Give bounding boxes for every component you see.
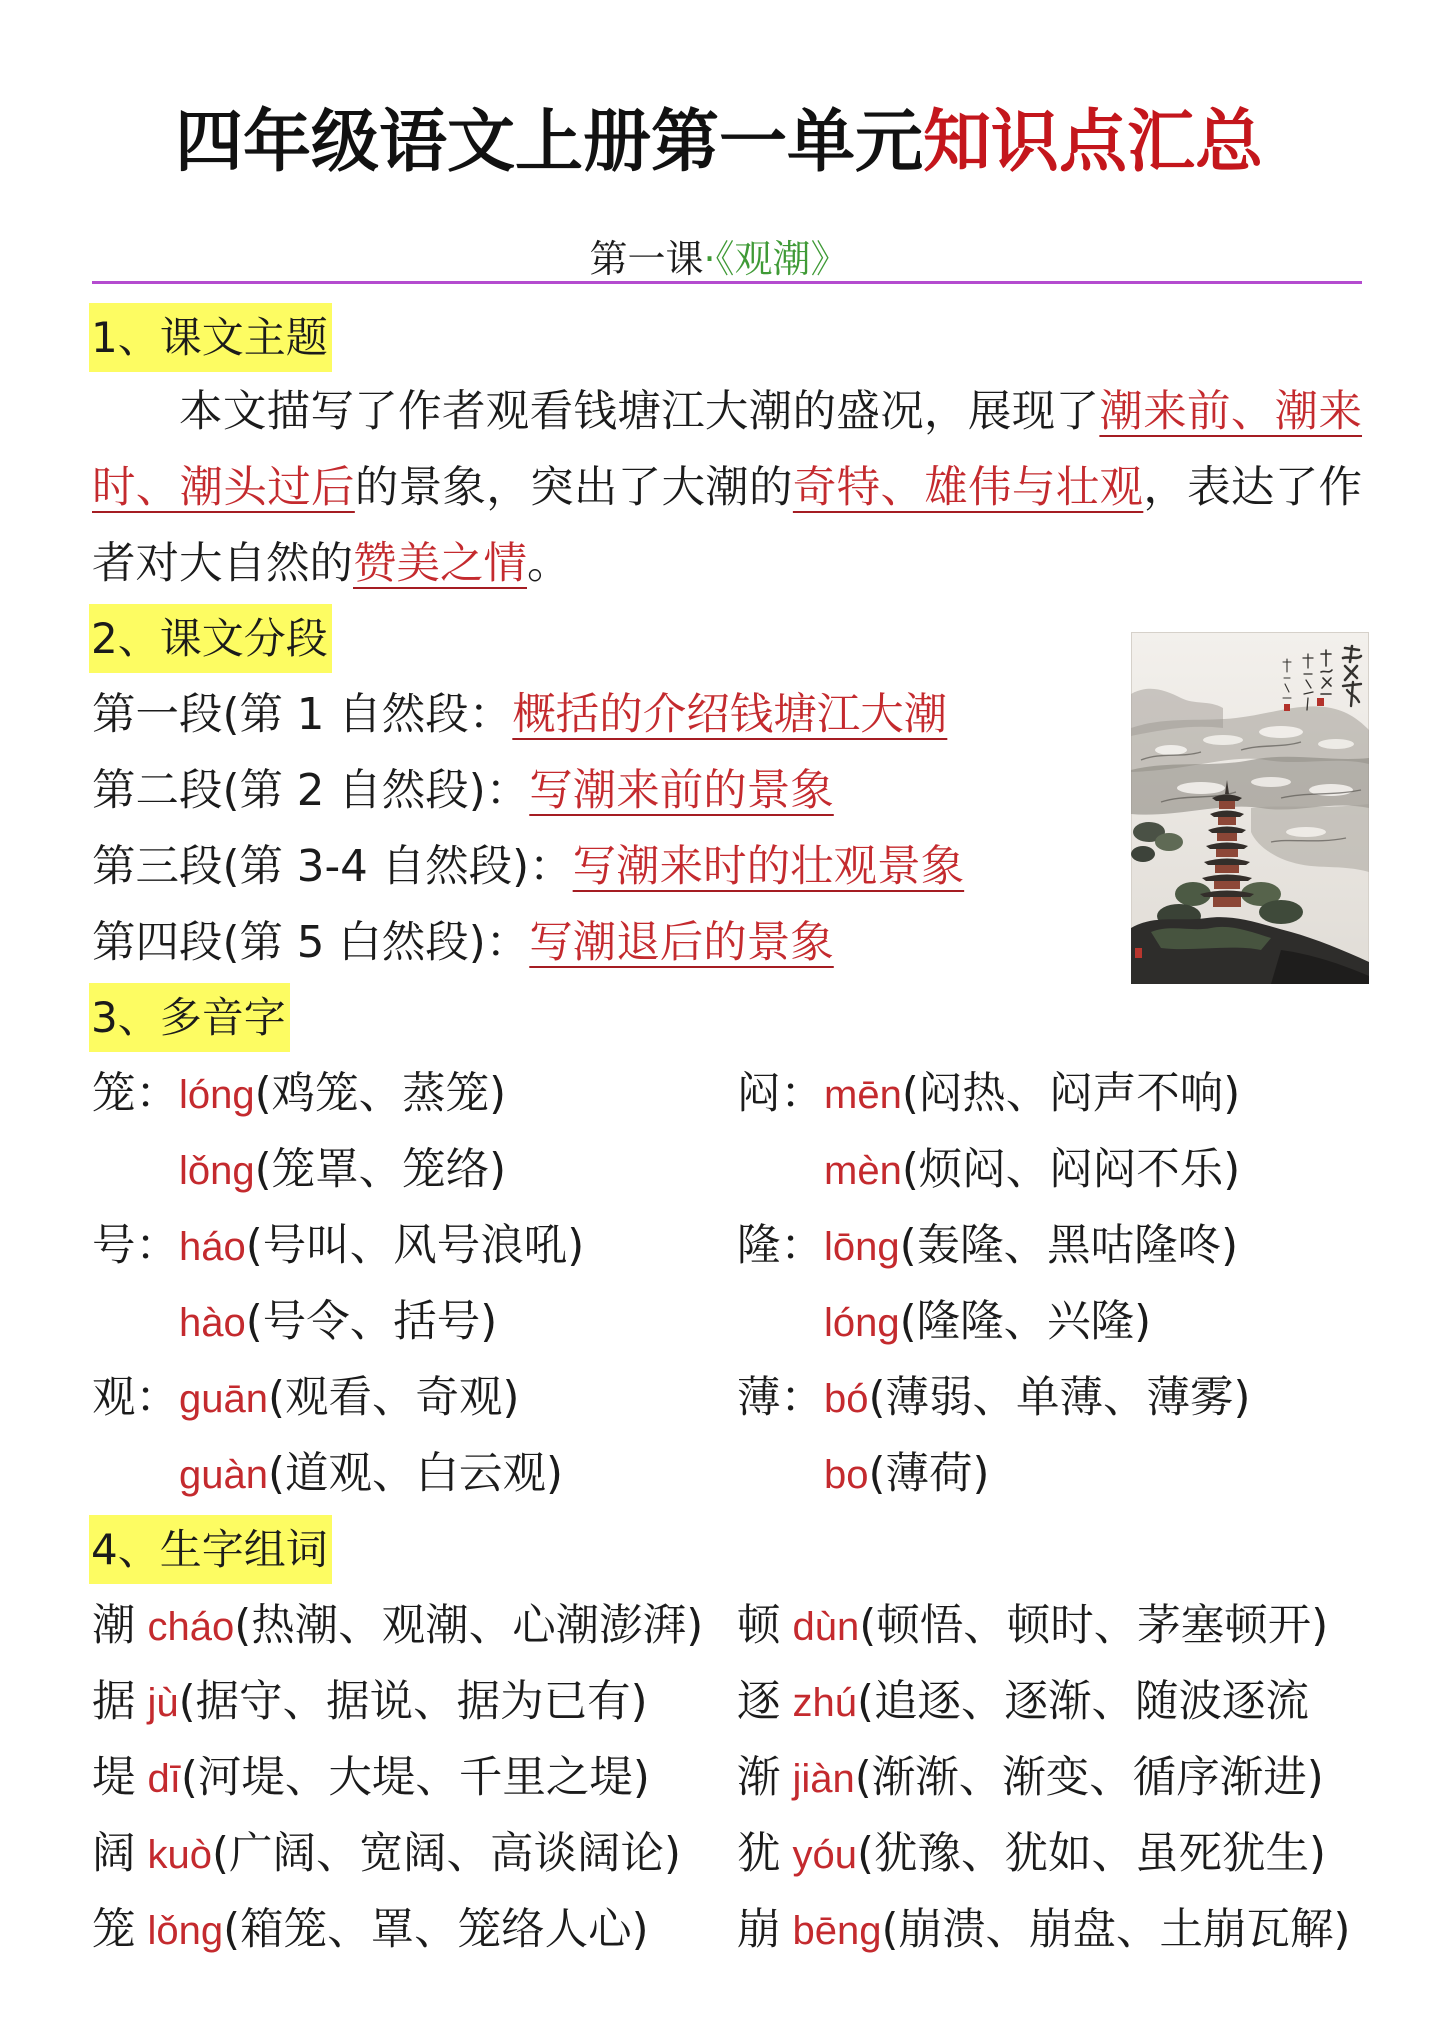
pinyin: mèn <box>824 1149 902 1193</box>
pinyin: zhú <box>792 1681 857 1725</box>
theme-keyphrase: 赞美之情 <box>353 539 527 589</box>
section-heading-theme: 1、课文主题 <box>89 303 332 372</box>
pinyin: lōng <box>824 1225 900 1269</box>
theme-text: 。 <box>527 539 571 589</box>
section-heading-outline: 2、课文分段 <box>89 604 332 673</box>
vocab-row <box>92 1664 703 1740</box>
vocab-char: 崩 <box>737 1905 781 1955</box>
outline-summary: 写潮来前的景象 <box>529 766 834 816</box>
pinyin: hào <box>179 1301 246 1345</box>
theme-paragraph <box>92 374 1362 602</box>
pinyin: mēn <box>824 1073 902 1117</box>
pinyin: cháo <box>147 1605 235 1649</box>
pinyin: bó <box>824 1377 869 1421</box>
vocab-row <box>92 1588 703 1664</box>
vocab-char: 逐 <box>737 1677 781 1727</box>
pinyin: jiàn <box>792 1757 855 1801</box>
example-words: (烦闷、闷闷不乐) <box>901 1145 1241 1195</box>
vocab-char: 渐 <box>737 1753 781 1803</box>
example-words: (顿悟、顿时、茅塞顿开) <box>859 1601 1329 1651</box>
outline-row <box>92 905 1112 981</box>
tree-foliage <box>1259 900 1303 924</box>
foam-blob <box>1155 745 1187 755</box>
divider-line <box>92 281 1362 284</box>
pagoda-tier <box>1219 801 1235 809</box>
vocab-row <box>737 1664 1350 1740</box>
vocab-row <box>92 1816 703 1892</box>
example-words: (犹豫、犹如、虽死犹生) <box>857 1829 1326 1879</box>
polyphone-char: 号： <box>92 1221 179 1271</box>
foam-blob <box>1177 782 1225 794</box>
example-words: (闷热、闷声不响) <box>901 1069 1241 1119</box>
outline-row <box>92 677 1112 753</box>
pinyin: lǒng <box>179 1149 255 1193</box>
polyphone-row <box>737 1132 1250 1208</box>
lesson-prefix: 第一课 <box>589 237 704 281</box>
title-highlight: 知识点汇总 <box>923 103 1264 182</box>
vocab-row <box>92 1892 703 1968</box>
example-words: (河堤、大堤、千里之堤) <box>180 1753 650 1803</box>
polyphone-column-right <box>737 1056 1250 1512</box>
example-words: (号令、括号) <box>245 1297 498 1347</box>
example-words: (崩溃、崩盘、土崩瓦解) <box>881 1905 1351 1955</box>
vocab-char: 笼 <box>92 1905 136 1955</box>
pagoda-tier <box>1218 817 1236 825</box>
pinyin: yóu <box>792 1833 857 1877</box>
pinyin: bo <box>824 1453 869 1497</box>
pinyin: lóng <box>824 1301 900 1345</box>
theme-keyphrase: 潮来前、潮来时、潮头过后 <box>92 387 1363 513</box>
polyphone-row <box>737 1436 1250 1512</box>
example-words: (渐渐、渐变、循序渐进) <box>854 1753 1324 1803</box>
vocab-char: 堤 <box>92 1753 136 1803</box>
vocab-char: 据 <box>92 1677 136 1727</box>
pinyin: jù <box>147 1681 179 1725</box>
pinyin: bēng <box>792 1909 882 1953</box>
pagoda-tier <box>1217 833 1237 841</box>
polyphone-char: 薄： <box>737 1373 824 1423</box>
foam-blob <box>1203 735 1243 745</box>
lesson-dot: · <box>703 237 716 281</box>
pinyin: dùn <box>792 1605 860 1649</box>
polyphone-char: 隆： <box>737 1221 824 1271</box>
pinyin: guàn <box>179 1453 268 1497</box>
page-title <box>0 98 1438 188</box>
example-words: (箱笼、罩、笼络人心) <box>223 1905 649 1955</box>
foam-blob <box>1318 739 1354 749</box>
example-words: (热潮、观潮、心潮澎湃) <box>234 1601 704 1651</box>
pagoda-tier <box>1213 897 1241 907</box>
example-words: (道观、白云观) <box>267 1449 563 1499</box>
outline-list <box>92 677 1112 981</box>
example-words: (隆隆、兴隆) <box>899 1297 1152 1347</box>
section-heading-polyphones: 3、多音字 <box>89 983 290 1052</box>
outline-row <box>92 753 1112 829</box>
red-seal <box>1135 948 1142 958</box>
vocab-char: 顿 <box>737 1601 781 1651</box>
polyphone-row <box>92 1284 584 1360</box>
polyphone-row <box>737 1208 1250 1284</box>
example-words: (笼罩、笼络) <box>254 1145 507 1195</box>
vocab-row <box>92 1740 703 1816</box>
outline-summary: 写潮来时的壮观景象 <box>572 842 965 892</box>
outline-summary: 概括的介绍钱塘江大潮 <box>512 690 948 740</box>
example-words: (薄弱、单薄、薄雾) <box>868 1373 1251 1423</box>
theme-text: 的景象，突出了大潮的 <box>354 463 793 513</box>
pagoda-tier <box>1215 865 1239 873</box>
polyphone-char: 观： <box>92 1373 179 1423</box>
outline-label: 第三段(第 3-4 自然段)： <box>92 842 573 892</box>
lesson-name: 《观潮》 <box>715 237 849 281</box>
polyphone-row <box>92 1436 584 1512</box>
vocab-char: 潮 <box>92 1601 136 1651</box>
example-words: (轰隆、黑咕隆咚) <box>899 1221 1239 1271</box>
pinyin: lǒng <box>147 1909 224 1953</box>
vocab-column-left <box>92 1588 703 1968</box>
red-seal <box>1317 698 1324 706</box>
example-words: (号叫、风号浪吼) <box>245 1221 585 1271</box>
outline-row <box>92 829 1112 905</box>
polyphone-row <box>737 1360 1250 1436</box>
outline-label: 第一段(第 1 自然段： <box>92 690 513 740</box>
outline-summary: 写潮退后的景象 <box>529 918 834 968</box>
section-heading-vocab: 4、生字组词 <box>89 1515 332 1584</box>
red-seal <box>1284 704 1290 711</box>
pinyin: guān <box>179 1377 268 1421</box>
pinyin: háo <box>179 1225 246 1269</box>
example-words: (观看、奇观) <box>267 1373 520 1423</box>
theme-keyphrase: 奇特、雄伟与壮观 <box>792 463 1144 513</box>
example-words: (据守、据说、据为已有) <box>178 1677 648 1727</box>
example-words: (追逐、逐渐、随波逐流 <box>857 1677 1309 1727</box>
outline-label: 第二段(第 2 自然段)： <box>92 766 530 816</box>
outline-label: 第四段(第 5 白然段)： <box>92 918 530 968</box>
polyphone-char: 笼： <box>92 1069 179 1119</box>
polyphone-char: 闷： <box>737 1069 824 1119</box>
vocab-row <box>737 1588 1350 1664</box>
example-words: (薄荷) <box>868 1449 990 1499</box>
pinyin: lóng <box>179 1073 255 1117</box>
example-words: (广阔、宽阔、高谈阔论) <box>212 1829 681 1879</box>
vocab-char: 阔 <box>92 1829 136 1879</box>
theme-text: 本文描写了作者观看钱塘江大潮的盛况，展现了 <box>179 387 1100 437</box>
polyphone-row <box>92 1360 584 1436</box>
polyphone-column-left <box>92 1056 584 1512</box>
polyphone-row <box>737 1056 1250 1132</box>
foam-blob <box>1286 827 1326 837</box>
vocab-column-right <box>737 1588 1350 1968</box>
foam-blob <box>1251 777 1291 787</box>
polyphone-row <box>92 1132 584 1208</box>
theme-text: ，表达了作者对大自然的 <box>92 463 1363 589</box>
pagoda-tier <box>1216 849 1238 857</box>
polyphone-row <box>92 1056 584 1132</box>
pagoda-painting <box>1131 632 1369 984</box>
vocab-char: 犹 <box>737 1829 781 1879</box>
title-main: 四年级语文上册第一单元 <box>174 103 923 182</box>
pinyin: dī <box>147 1757 181 1801</box>
vocab-row <box>737 1740 1350 1816</box>
tree-foliage <box>1131 846 1155 862</box>
vocab-row <box>737 1816 1350 1892</box>
polyphone-row <box>737 1284 1250 1360</box>
pagoda-tier <box>1214 881 1240 889</box>
pinyin: kuò <box>147 1833 212 1877</box>
lesson-subtitle <box>0 235 1438 283</box>
example-words: (鸡笼、蒸笼) <box>254 1069 507 1119</box>
polyphone-row <box>92 1208 584 1284</box>
tree-foliage <box>1155 833 1183 851</box>
vocab-row <box>737 1892 1350 1968</box>
foam-blob <box>1259 726 1303 738</box>
